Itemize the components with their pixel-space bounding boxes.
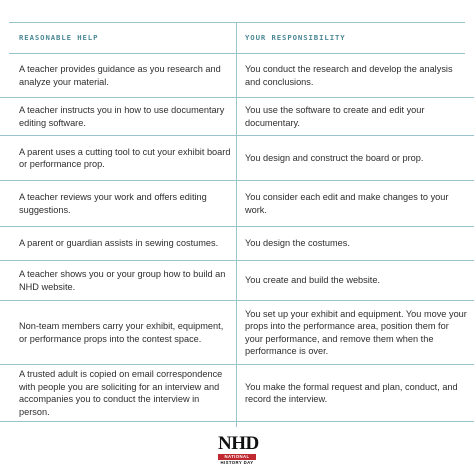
help-cell: A teacher provides guidance as you research and analyze your material.: [19, 64, 221, 87]
logo-wordmark: NHD: [218, 433, 259, 454]
help-cell: A parent or guardian assists in sewing costumes.: [19, 238, 219, 249]
logo-national-bar: NATIONAL: [218, 454, 256, 460]
responsibility-cell: You use the software to create and edit your documentary.: [245, 105, 425, 128]
responsibility-cell: You design and construct the board or prop.: [245, 152, 424, 163]
table-body: [0, 54, 474, 422]
responsibility-cell: You set up your exhibit and equipment. You move your props into the performance area, position them for your performance, and remove them when the performance is over.: [245, 308, 467, 356]
responsibility-cell: You create and build the website.: [245, 275, 381, 286]
responsibility-cell: You make the formal request and plan, conduct, and record the interview.: [245, 381, 458, 404]
table-row: [0, 301, 474, 365]
help-cell: A teacher shows you or your group how to build an NHD website.: [19, 269, 226, 292]
header-your-responsibility: YOUR RESPONSIBILITY: [245, 33, 346, 42]
table-row: [0, 261, 474, 301]
logo-history-day: HISTORY DAY: [220, 460, 254, 465]
table-row: [0, 136, 474, 181]
help-cell: A teacher reviews your work and offers editing suggestions.: [19, 192, 207, 215]
table-row: [0, 54, 474, 98]
nhd-logo: [218, 433, 259, 468]
responsibility-cell: You conduct the research and develop the analysis and conclusions.: [245, 64, 453, 87]
responsibility-cell: You consider each edit and make changes to your work.: [245, 192, 449, 215]
help-cell: A teacher instructs you in how to use documentary editing software.: [19, 105, 225, 128]
table-row: [0, 98, 474, 136]
help-cell: A parent uses a cutting tool to cut your exhibit board or performance prop.: [19, 146, 231, 169]
header-reasonable-help: REASONABLE HELP: [19, 33, 99, 42]
table-row: [0, 227, 474, 261]
help-cell: A trusted adult is copied on email correspondence with people you are soliciting for an interview and accompanies you to conduct the interview in person.: [19, 369, 223, 417]
help-cell: Non-team members carry your exhibit, equipment, or performance props into the contest space.: [19, 321, 224, 344]
top-rule: [9, 22, 465, 23]
table-row: [0, 365, 474, 422]
responsibility-cell: You design the costumes.: [245, 238, 350, 249]
table-row: [0, 181, 474, 227]
